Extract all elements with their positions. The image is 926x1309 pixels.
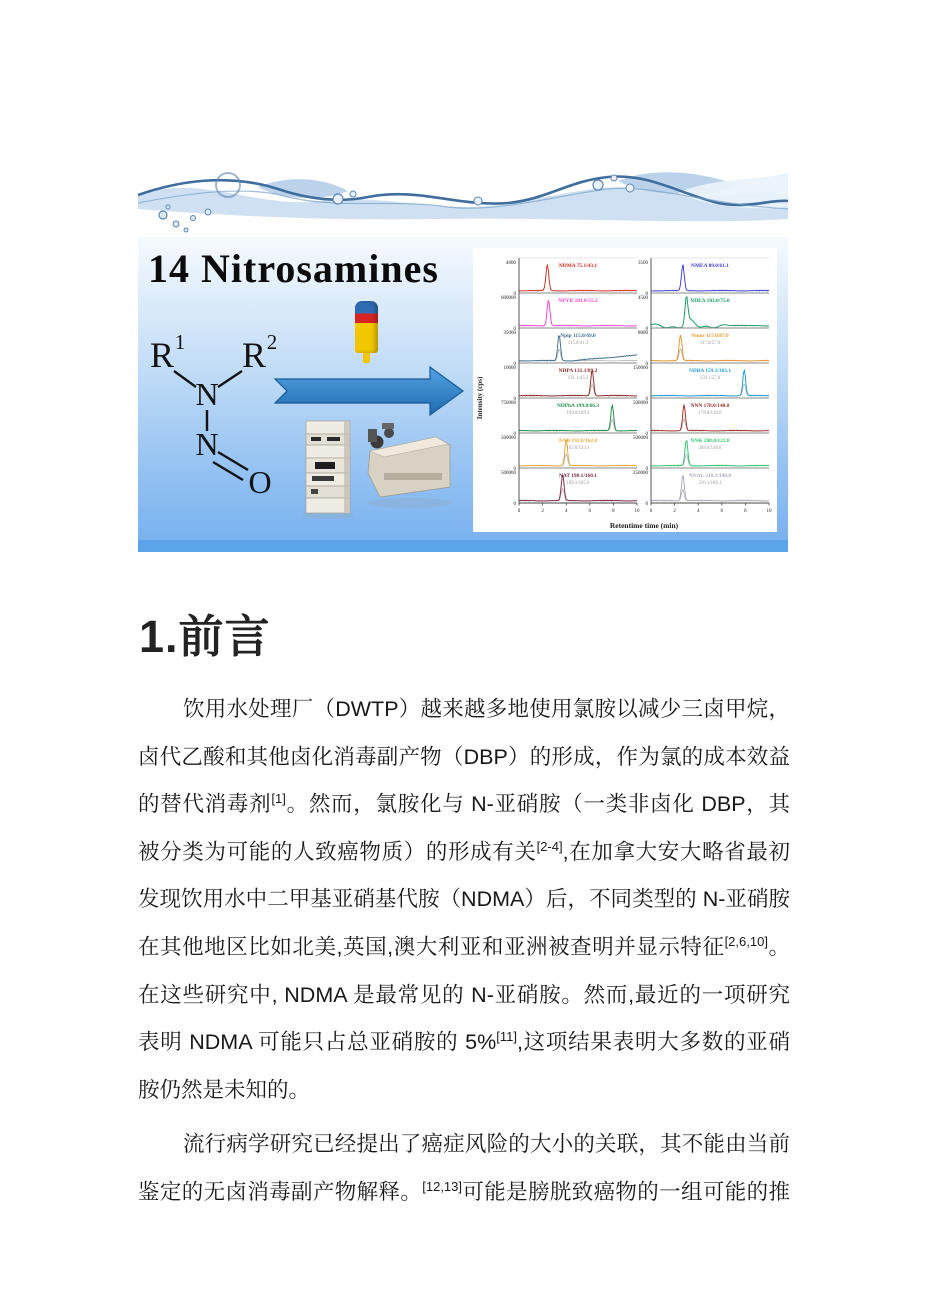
svg-text:10: 10 xyxy=(634,509,640,514)
paragraph-1 xyxy=(138,686,790,1114)
svg-text:NAB 192.0/162.0: NAB 192.0/162.0 xyxy=(558,438,598,444)
graphical-abstract xyxy=(138,115,788,552)
structure-n2-label: N xyxy=(195,426,219,462)
svg-text:8: 8 xyxy=(612,509,615,514)
svg-text:8: 8 xyxy=(744,509,747,514)
chromatogram-panel xyxy=(473,248,777,532)
svg-text:4: 4 xyxy=(564,509,568,514)
svg-text:199.0/169.3: 199.0/169.3 xyxy=(566,411,590,416)
text-line: 卤代乙酸和其他卤化消毒副产物（DBP）的形成，作为氯的成本效益 xyxy=(138,744,790,769)
svg-text:0: 0 xyxy=(513,467,516,472)
citation-superscript: [1] xyxy=(271,791,286,807)
svg-text:208.0/148.0: 208.0/148.0 xyxy=(698,446,722,451)
text-line: 发现饮用水中二甲基亚硝基代胺（NDMA）后，不同类型的 N-亚硝胺 xyxy=(138,887,790,912)
svg-text:0: 0 xyxy=(517,509,521,514)
svg-text:NPYR 101.0/55.2: NPYR 101.0/55.2 xyxy=(558,298,598,304)
hplc-tower-icon xyxy=(306,421,350,513)
svg-text:0: 0 xyxy=(645,292,648,297)
paragraph-2 xyxy=(138,1121,790,1216)
svg-text:0: 0 xyxy=(645,327,648,332)
svg-text:NNAL 210.1/149.0: NNAL 210.1/149.0 xyxy=(688,473,732,479)
svg-text:500000: 500000 xyxy=(633,436,648,441)
citation-superscript: [11] xyxy=(496,1029,517,1044)
svg-text:0: 0 xyxy=(645,397,648,402)
svg-text:750000: 750000 xyxy=(501,401,516,406)
structure-r2-sup: 2 xyxy=(266,330,278,354)
svg-text:0: 0 xyxy=(513,327,516,332)
svg-text:6: 6 xyxy=(588,509,592,514)
text-line: 鉴定的无卤消毒副产物解释。[12,13]可能是膀胱致癌物的一组可能的推 xyxy=(138,1178,790,1204)
svg-text:115.0/41.3: 115.0/41.3 xyxy=(567,341,589,346)
lcms-instruments-illustration xyxy=(298,411,458,523)
svg-text:159.1/57.0: 159.1/57.0 xyxy=(699,376,721,381)
mass-spectrometer-icon xyxy=(368,423,450,497)
structure-r1-sup: 1 xyxy=(174,330,186,354)
text-line: 的替代消毒剂[1]。然而，氯胺化与 N-亚硝胺（一类非卤化 DBP，其 xyxy=(138,791,790,817)
svg-text:NDEA 103.0/75.0: NDEA 103.0/75.0 xyxy=(690,298,730,304)
svg-text:10000: 10000 xyxy=(503,366,516,371)
text-line: 在这些研究中, NDMA 是最常见的 N-亚硝胺。然而,最近的一项研究 xyxy=(138,982,790,1007)
citation-superscript: [2-4] xyxy=(536,838,563,854)
water-wave-illustration xyxy=(138,115,788,237)
svg-text:190.1/105.0: 190.1/105.0 xyxy=(566,481,590,486)
svg-text:2: 2 xyxy=(541,509,544,514)
abstract-bottom-strip xyxy=(138,540,788,552)
structure-r1-label: R xyxy=(149,335,175,375)
citation-superscript: [2,6,10] xyxy=(724,933,768,949)
text-line: 被分类为可能的人致癌物质）的形成有关[2-4],在加拿大安大略省最初 xyxy=(138,838,790,864)
svg-text:0: 0 xyxy=(513,362,516,367)
svg-text:500000: 500000 xyxy=(501,471,516,476)
text-line: 胺仍然是未知的。 xyxy=(138,1077,311,1102)
svg-text:Retentime time (min): Retentime time (min) xyxy=(609,521,679,530)
body-text xyxy=(138,686,790,1217)
svg-text:0: 0 xyxy=(513,397,516,402)
svg-text:500000: 500000 xyxy=(633,401,648,406)
svg-text:NDPhA 199.0/66.3: NDPhA 199.0/66.3 xyxy=(556,403,600,409)
svg-text:4500: 4500 xyxy=(638,296,648,301)
spe-cartridge-tip xyxy=(363,353,370,363)
svg-text:0: 0 xyxy=(645,467,648,472)
svg-text:3500: 3500 xyxy=(638,261,648,266)
svg-text:500000: 500000 xyxy=(501,436,516,441)
text-line: 表明 NDMA 可能只占总亚硝胺的 5%[11],这项结果表明大多数的亚硝 xyxy=(138,1029,790,1055)
svg-text:35000: 35000 xyxy=(503,331,516,336)
svg-text:NAT 190.1/160.1: NAT 190.1/160.1 xyxy=(559,473,597,479)
svg-text:Intensity (cps): Intensity (cps) xyxy=(476,376,484,420)
svg-text:0: 0 xyxy=(513,292,516,297)
svg-text:Nmor 117.0/87.0: Nmor 117.0/87.0 xyxy=(691,333,729,339)
citation-superscript: [12,13] xyxy=(422,1178,463,1194)
svg-text:4000: 4000 xyxy=(506,261,516,266)
water-photo xyxy=(138,115,788,237)
svg-text:NDBA 159.1/103.1: NDBA 159.1/103.1 xyxy=(688,368,732,374)
svg-text:NDPA 131.1/89.2: NDPA 131.1/89.2 xyxy=(558,368,598,374)
structure-o-label: O xyxy=(248,464,272,500)
svg-text:0: 0 xyxy=(649,509,653,514)
svg-text:Npip 115.0/69.0: Npip 115.0/69.0 xyxy=(560,333,596,339)
text-line: 饮用水处理厂（DWTP）越来越多地使用氯胺以减少三卤甲烷， xyxy=(183,697,790,721)
structure-n1-label: N xyxy=(195,376,219,412)
svg-text:NNN 178.0/148.0: NNN 178.0/148.0 xyxy=(690,403,730,409)
svg-text:0: 0 xyxy=(645,362,648,367)
text-line: 在其他地区比如北美,英国,澳大利亚和亚洲被查明并显示特征[2,6,10]。 xyxy=(138,933,790,959)
svg-text:10: 10 xyxy=(766,509,772,514)
svg-text:2: 2 xyxy=(673,509,676,514)
text-line: 流行病学研究已经提出了癌症风险的大小的关联，其不能由当前 xyxy=(183,1132,790,1157)
svg-text:117.0/57.0: 117.0/57.0 xyxy=(699,341,721,346)
structure-r2-label: R xyxy=(241,335,267,375)
svg-text:NMEA 89.0/61.1: NMEA 89.0/61.1 xyxy=(691,263,729,269)
svg-text:NNK 208.0/122.0: NNK 208.0/122.0 xyxy=(690,438,730,444)
svg-text:NDMA 75.1/43.1: NDMA 75.1/43.1 xyxy=(558,263,598,269)
svg-text:0: 0 xyxy=(513,432,516,437)
svg-text:600000: 600000 xyxy=(501,296,516,301)
svg-text:192.0/133.1: 192.0/133.1 xyxy=(566,446,590,451)
svg-text:178.0/120.0: 178.0/120.0 xyxy=(698,411,722,416)
svg-text:131.1/43.2: 131.1/43.2 xyxy=(567,376,589,381)
svg-text:150000: 150000 xyxy=(633,366,648,371)
svg-text:0: 0 xyxy=(645,502,648,507)
svg-text:8000: 8000 xyxy=(638,331,648,336)
spe-cartridge-icon xyxy=(355,301,378,353)
svg-text:210.1/180.1: 210.1/180.1 xyxy=(698,481,722,486)
svg-text:6: 6 xyxy=(720,509,724,514)
abstract-title: 14 Nitrosamines xyxy=(148,246,439,291)
svg-text:0: 0 xyxy=(645,432,648,437)
svg-text:4: 4 xyxy=(696,509,700,514)
svg-text:250000: 250000 xyxy=(633,471,648,476)
section-heading: 1.前言 xyxy=(139,611,271,662)
svg-text:0: 0 xyxy=(513,502,516,507)
